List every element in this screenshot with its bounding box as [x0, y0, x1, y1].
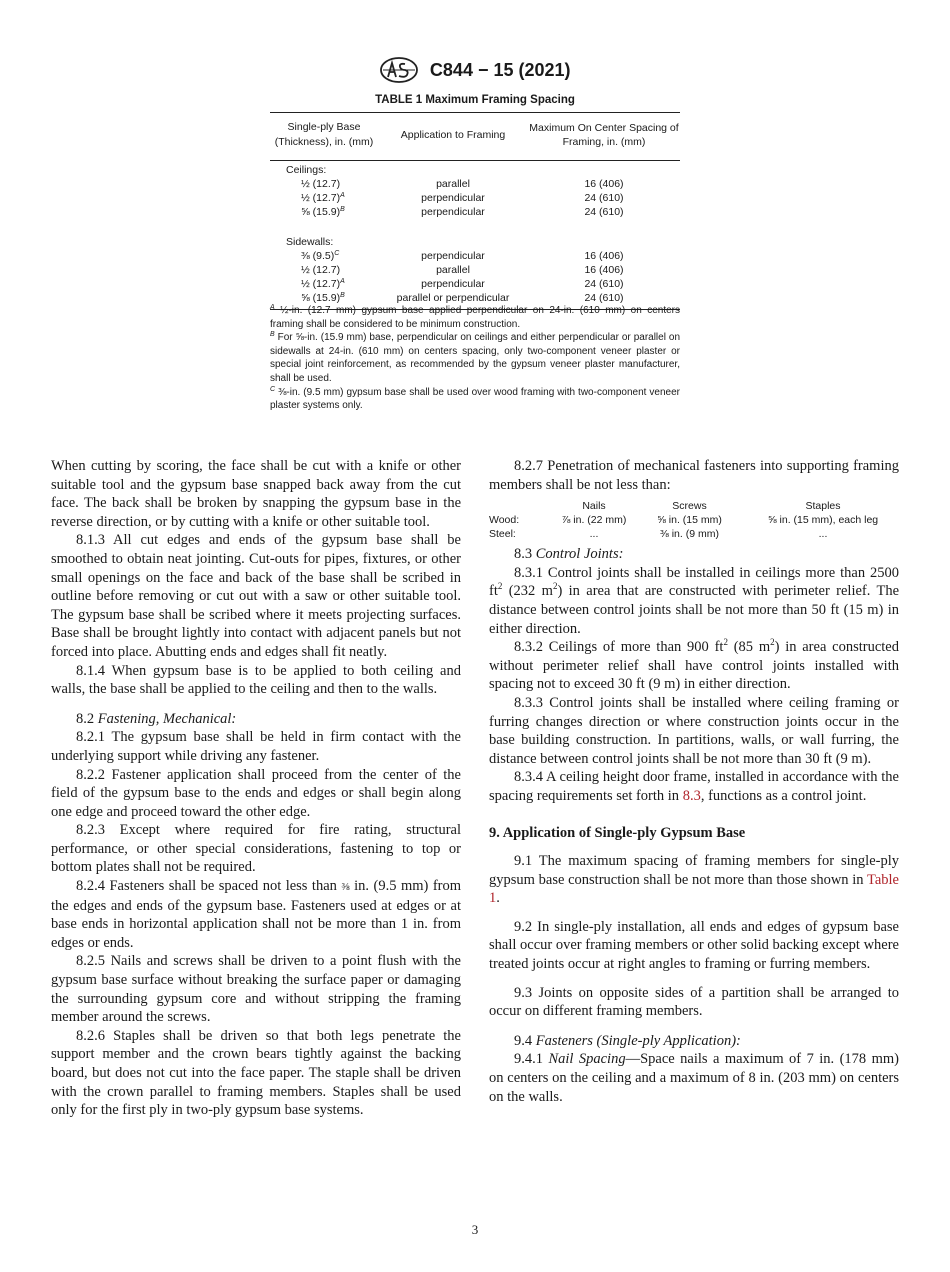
paragraph-9-4-1: 9.4.1 Nail Spacing—Space nails a maximum of 7 in. (178 mm) on centers on the ceiling and a maximum of 8 in. (203 mm) on centers on the walls. [489, 1051, 899, 1105]
group-label-sidewalls: Sidewalls: [286, 236, 334, 248]
footnote-ref: A [340, 278, 345, 285]
paragraph-8-2-6: 8.2.6 Staples shall be driven so that both legs penetrate the support member and the crown bears tightly against the backing board, but does not cut into the face paper. The staple shall be driven with the crown parallel to framing members. Staples shall be used only for the first ply in two-ply gypsum base systems. [51, 1027, 461, 1119]
paragraph-8-1-4: 8.1.4 When gypsum base is to be applied to both ceiling and walls, the base shall be applied to the ceiling and then to the walls. [51, 662, 461, 698]
table-footnotes [270, 304, 680, 413]
paragraph-8-3-1: 8.3.1 Control joints shall be installed in ceilings more than 2500 $ft^2$ (232 $m^2$) in area that are constructed with perimeter relief. The distance between control joints shall be not more than 50 ft (15 m) in either direction. [489, 564, 900, 637]
footnote-c: $^C$ ⅜-in. (9.5 mm) gypsum base shall be used over wood framing with two-component veneer plaster systems only. [270, 385, 680, 412]
paragraph-8-2-5: 8.2.5 Nails and screws shall be driven to a point flush with the gypsum base surface without breaking the surface paper or damaging the surrounding gypsum core and without stripping the framing member around the screws. [51, 953, 461, 1026]
paragraph-8-2-1: 8.2.1 The gypsum base shall be held in firm contact with the underlying support while driving any fastener. [51, 729, 461, 764]
paragraph-8-2-4: 8.2.4 Fasteners shall be spaced not less than ⅜ in. (9.5 mm) from the edges and ends of the gypsum base. Fasteners used at edges or at base ends in horizontal application shall not be more than 1 in. from edges or ends. [51, 878, 461, 951]
footnote-ref: B [340, 206, 345, 213]
document-title: C844 − 15 (2021) [429, 59, 571, 80]
table-row: ⅝ $(15.9)^B$ perpendicular 24 (610) [301, 206, 624, 218]
section-heading-9-4: 9.4 Fasteners (Single-ply Application): [514, 1032, 741, 1049]
column-header-spacing: Maximum On Center Spacing of Framing, in. (mm) [529, 122, 679, 148]
paragraph-9-2: 9.2 In single-ply installation, all ends and edges of gypsum base shall occur over framing members or other solid backing except where treated joints occur at right angles to framing or furring members. [489, 918, 899, 973]
paragraph-continued: When cutting by scoring, the face shall be cut with a knife or other suitable tool and the gypsum base snapped back away from the cut face. The back shall be broken by snapping the gypsum base in the reverse direction, or by cutting with a knife or other suitable tool. [51, 458, 461, 530]
table-1-link[interactable]: Table 1 [489, 871, 899, 907]
page-header [0, 57, 950, 83]
fastener-table-header: Nails Screws Staples [582, 500, 841, 513]
paragraph-8-2-3: 8.2.3 Except where required for fire rating, structural performance, or other special considerations, fastening to top or bottom plates shall not be required. [51, 822, 461, 876]
paragraph-8-3-4: 8.3.4 A ceiling height door frame, installed in accordance with the spacing requirements set forth in 8.3, functions as a control joint. [489, 769, 899, 804]
paragraph-8-3-3: 8.3.3 Control joints shall be installed where ceiling framing or furring changes direction or where construction joints occur in the base building construction. In partitions, walls, or wall furring, the distance between control joints shall be not more than 30 ft (9 m). [489, 694, 899, 767]
footnote-ref: C [334, 250, 340, 257]
footnote-ref: B [340, 292, 345, 299]
right-column [489, 457, 899, 1106]
table-row: Wood: ⅞ in. (22 mm) ⅝ in. (15 mm) ⅝ in. (15 mm), each leg [489, 514, 879, 527]
section-heading-9: 9. Application of Single-ply Gypsum Base [489, 824, 746, 841]
section-heading-8-3: 8.3 Control Joints: [514, 546, 624, 563]
group-label-ceilings: Ceilings: [286, 164, 327, 176]
footnote-ref: A [340, 192, 345, 199]
section-link-8-3[interactable]: 8.3 [682, 787, 701, 804]
fastener-penetration-table [489, 499, 899, 541]
paragraph-8-2-2: 8.2.2 Fastener application shall proceed from the center of the field of the gypsum base to the ends and edges or shall begin along one edge and proceed toward the other edge. [51, 766, 461, 820]
table-row: ⅝ $(15.9)^B$ parallel or perpendicular 24 (610) [301, 292, 624, 304]
paragraph-9-1: 9.1 The maximum spacing of framing members for single-ply gypsum base construction shall be not more than those shown in Table 1. [489, 853, 899, 907]
table-row: ½ (12.7) parallel 16 (406) [301, 264, 624, 276]
left-column [51, 457, 461, 1120]
table-caption: TABLE 1 Maximum Framing Spacing [375, 94, 575, 106]
framing-spacing-table [270, 112, 680, 310]
table-row: ⅜ $(9.5)^C$ perpendicular 16 (406) [301, 250, 624, 262]
table-row: ½ $(12.7)^A$ perpendicular 24 (610) [301, 192, 624, 204]
column-header-base: Single-ply Base (Thickness), in. (mm) [274, 121, 374, 148]
table-row: ½ (12.7) parallel 16 (406) [301, 178, 624, 190]
table-header-row [270, 113, 680, 157]
page-number: 3 [471, 1222, 479, 1237]
footnote-b: $^B$ For ⅝-in. (15.9 mm) base, perpendicular on ceilings and either perpendicular or parallel on sidewalls at 24-in. (610 mm) on centers spacing, only two-component veneer plaster or special joint reinforcement, as recommended by the gypsum veneer plaster manufacturer, shall be used. [270, 331, 681, 384]
footnote-a: $^A$ ½-in. (12.7 mm) gypsum base applied perpendicular on 24-in. (610 mm) on centers framing shall be considered to be minimum construction. [270, 304, 681, 330]
paragraph-8-3-2: 8.3.2 Ceilings of more than 900 $ft^2$ (85 $m^2$) in area constructed without perimeter relief shall have control joints installed with spacing not to exceed 30 ft (9 m) in either direction. [489, 637, 899, 693]
paragraph-9-3: 9.3 Joints on opposite sides of a partition shall be arranged to occur on different framing members. [489, 984, 899, 1020]
paragraph-8-2-7: 8.2.7 Penetration of mechanical fasteners into supporting framing members shall be not less than: [489, 458, 899, 493]
column-header-application: Application to Framing [400, 129, 506, 141]
table-row: ½ $(12.7)^A$ perpendicular 24 (610) [301, 278, 624, 290]
section-heading-8-2: 8.2 Fastening, Mechanical: [76, 710, 237, 727]
table-row: Steel: ... ⅜ in. (9 mm) ... [489, 528, 828, 541]
paragraph-8-1-3: 8.1.3 All cut edges and ends of the gypsum base shall be smoothed to obtain neat jointing. Cut-outs for pipes, fixtures, or other small openings on the face and back of the base shall be scribed in outline before removing or cut out with a saw or other suitable tool. The gypsum base shall be scribed where it meets projecting surfaces. Base shall be brought lightly into contact with adjacent panels but not forced into place. Abutting ends and edges shall fit neatly. [51, 532, 461, 660]
astm-logo-icon [379, 57, 419, 83]
